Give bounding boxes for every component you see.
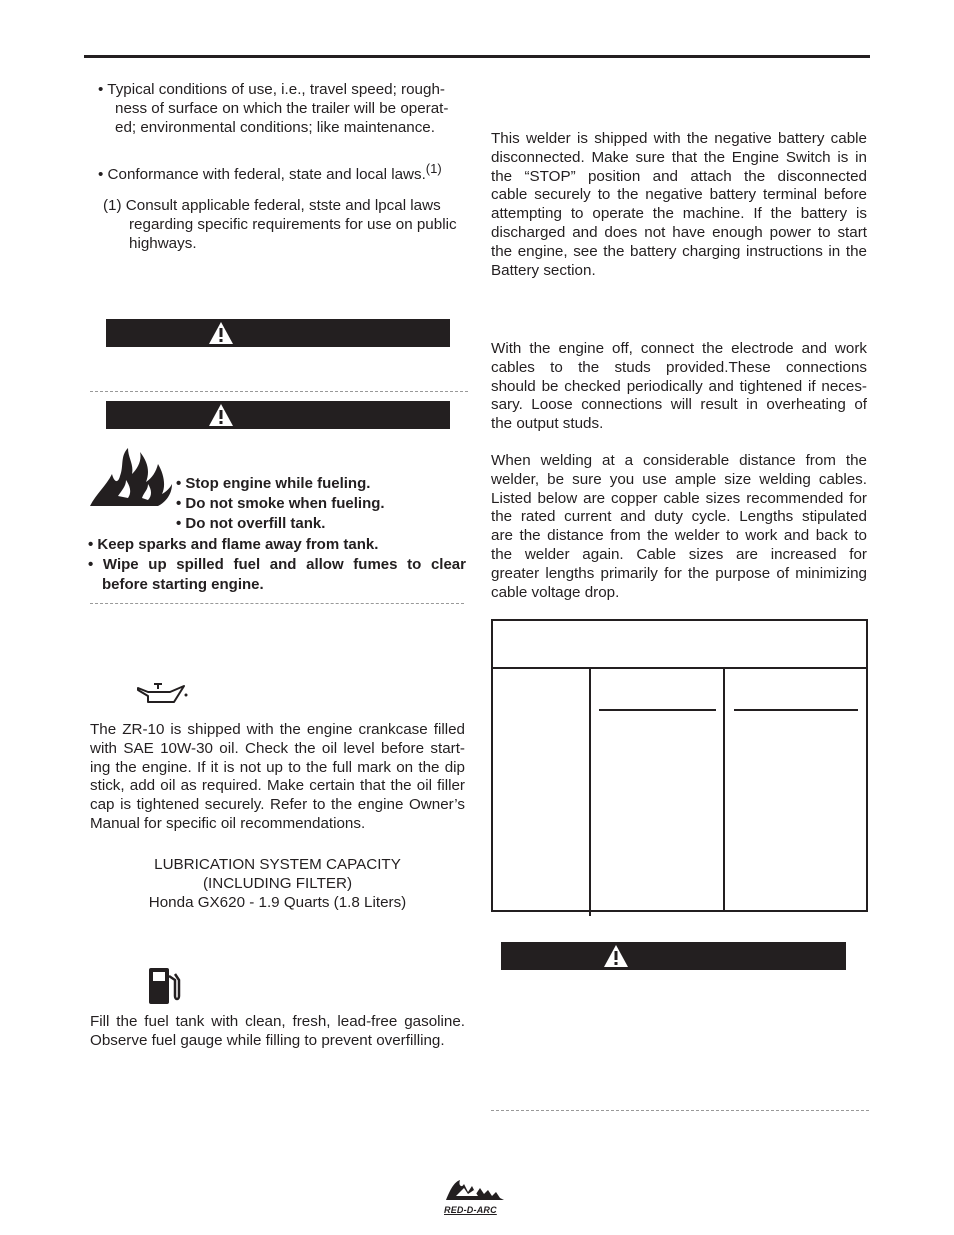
warning-triangle-icon [208,321,234,345]
warning-bar-3 [501,942,846,970]
oil-paragraph: The ZR-10 is shipped with the engine crankcase filled with SAE 10W-30 oil. Check the oil level before start- ing the engine. If it is not up to the full mark on the dip stick, add oil as required. Make certain that the oil filler cap is tightened securely. Refer to the engine Owner’s Manual for specific oil recommendations. [90,721,465,832]
divider [90,603,464,604]
warning-triangle-icon [603,944,629,968]
oil-can-icon [136,682,190,706]
fuel-paragraph: Fill the fuel tank with clean, fresh, lead-free gasoline. Observe fuel gauge while filling to prevent overfilling. [90,1013,465,1049]
footnote-ref: (1) [425,161,442,176]
distance-paragraph: When welding at a considerable distance from the welder, be sure you use ample size welding cables. Listed below are copper cable sizes recommended for the rated current and duty cycle. Lengths stipulated are the distance from the welder to work and back to the welder again. Cable sizes are increased for greater lengths primarily for the purpose of minimizing cable voltage drop. [491,452,867,601]
logo-mark-icon [444,1176,506,1202]
table-subheader-rule [599,709,716,711]
cable-size-table [491,619,868,912]
warning-bar-1 [106,319,450,347]
battery-paragraph: This welder is shipped with the negative battery cable disconnected. Make sure that the Engine Switch is in the “STOP” position and attach the disconnected cable securely to the negative battery terminal before attempting to operate the machine. If the battery is discharged and does not have enough power to start the engine, see the battery charging instructions in the Battery section. [491,130,867,279]
footnote: (1) Consult applicable federal, stste and lpcal laws regarding specific requirements for use on public highways. [103,197,457,252]
fuel-warning-list-2: • Keep sparks and flame away from tank. • Wipe up spilled fuel and allow fumes to clear before starting engine. [88,536,466,593]
table-header-rule [493,667,866,669]
table-subheader-rule [734,709,858,711]
divider [90,391,468,392]
bullet-laws [98,160,442,185]
fuel-pump-icon [147,966,183,1006]
header-rule [84,55,870,58]
logo-text: RED-D-ARC [444,1205,497,1215]
lubrication-capacity: LUBRICATION SYSTEM CAPACITY (INCLUDING FILTER) Honda GX620 - 1.9 Quarts (1.8 Liters) [148,856,407,911]
red-d-arc-logo [444,1176,506,1214]
table-column-rule [589,669,591,916]
warning-bar-2 [106,401,450,429]
cables-paragraph: With the engine off, connect the electrode and work cables to the studs provided.These connections should be checked periodically and tightened if neces- sary. Loose connections will result in overheating of the output studs. [491,340,867,433]
warning-triangle-icon [208,403,234,427]
fuel-warning-list: • Stop engine while fueling. • Do not smoke when fueling. • Do not overfill tank. [176,475,385,532]
bullet-conditions: • Typical conditions of use, i.e., travel speed; rough- ness of surface on which the trailer will be operat- ed; environmental conditions; like maintenance. [98,81,449,136]
table-column-rule [723,669,725,912]
divider [491,1110,869,1111]
bullet-laws-text: • Conformance with federal, state and local laws. [98,166,426,183]
flame-icon [88,446,174,508]
